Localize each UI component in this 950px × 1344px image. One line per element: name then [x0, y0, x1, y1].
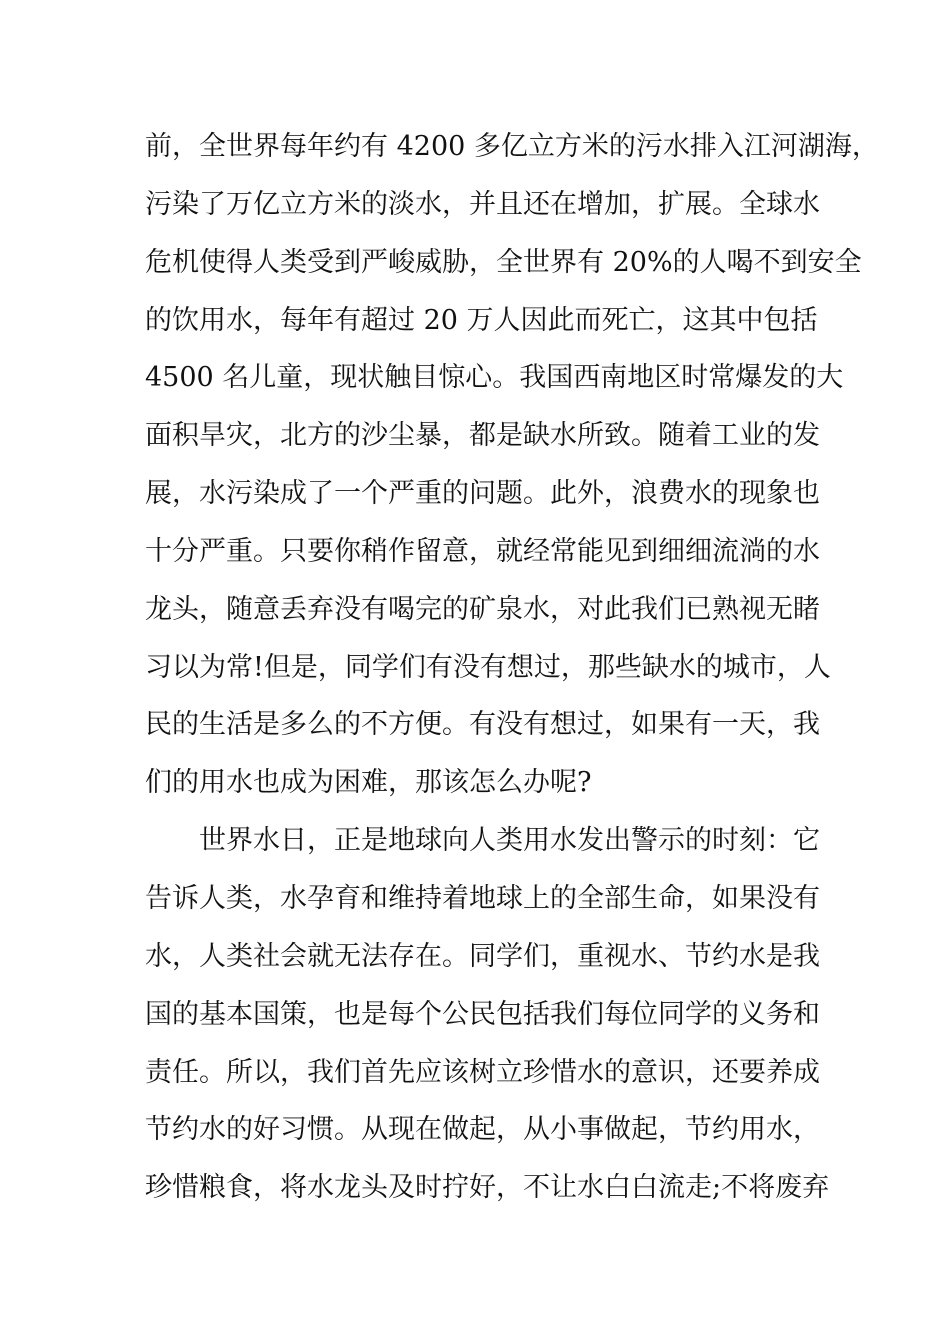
- document-body: [145, 118, 879, 1217]
- text-line: 十分严重。只要你稍作留意，就经常能见到细细流淌的水: [145, 535, 820, 567]
- text-line: 污染了万亿立方米的淡水，并且还在增加，扩展。全球水: [145, 188, 820, 220]
- text-line: 龙头，随意丢弃没有喝完的矿泉水，对此我们已熟视无睹: [145, 593, 820, 625]
- paragraph-first-line: 世界水日，正是地球向人类用水发出警示的时刻：它: [199, 825, 820, 857]
- text-line: 责任。所以，我们首先应该树立珍惜水的意识，还要养成: [145, 1056, 820, 1088]
- text-line: 展，水污染成了一个严重的问题。此外，浪费水的现象也: [145, 478, 820, 510]
- text-line: 们的用水也成为困难，那该怎么办呢?: [145, 767, 592, 799]
- text-line: 民的生活是多么的不方便。有没有想过，如果有一天，我: [145, 709, 820, 741]
- text-line: 前，全世界每年约有 4200 多亿立方米的污水排入江河湖海，: [145, 131, 879, 162]
- text-line: 节约水的好习惯。从现在做起，从小事做起，节约用水，: [145, 1114, 820, 1146]
- text-line: 水，人类社会就无法存在。同学们，重视水、节约水是我: [145, 940, 820, 972]
- text-line: 危机使得人类受到严峻威胁，全世界有 20%的人喝不到安全: [145, 246, 862, 278]
- text-line: 习以为常!但是，同学们有没有想过，那些缺水的城市，人: [145, 651, 831, 683]
- text-line: 国的基本国策，也是每个公民包括我们每位同学的义务和: [145, 998, 820, 1030]
- text-line: 面积旱灾，北方的沙尘暴，都是缺水所致。随着工业的发: [145, 420, 820, 452]
- text-line: 的饮用水，每年有超过 20 万人因此而死亡，这其中包括: [145, 304, 818, 336]
- text-line: 珍惜粮食，将水龙头及时拧好，不让水白白流走;不将废弃: [145, 1172, 830, 1204]
- text-line: 告诉人类，水孕育和维持着地球上的全部生命，如果没有: [145, 882, 820, 914]
- text-line: 4500 名儿童，现状触目惊心。我国西南地区时常爆发的大: [145, 362, 844, 394]
